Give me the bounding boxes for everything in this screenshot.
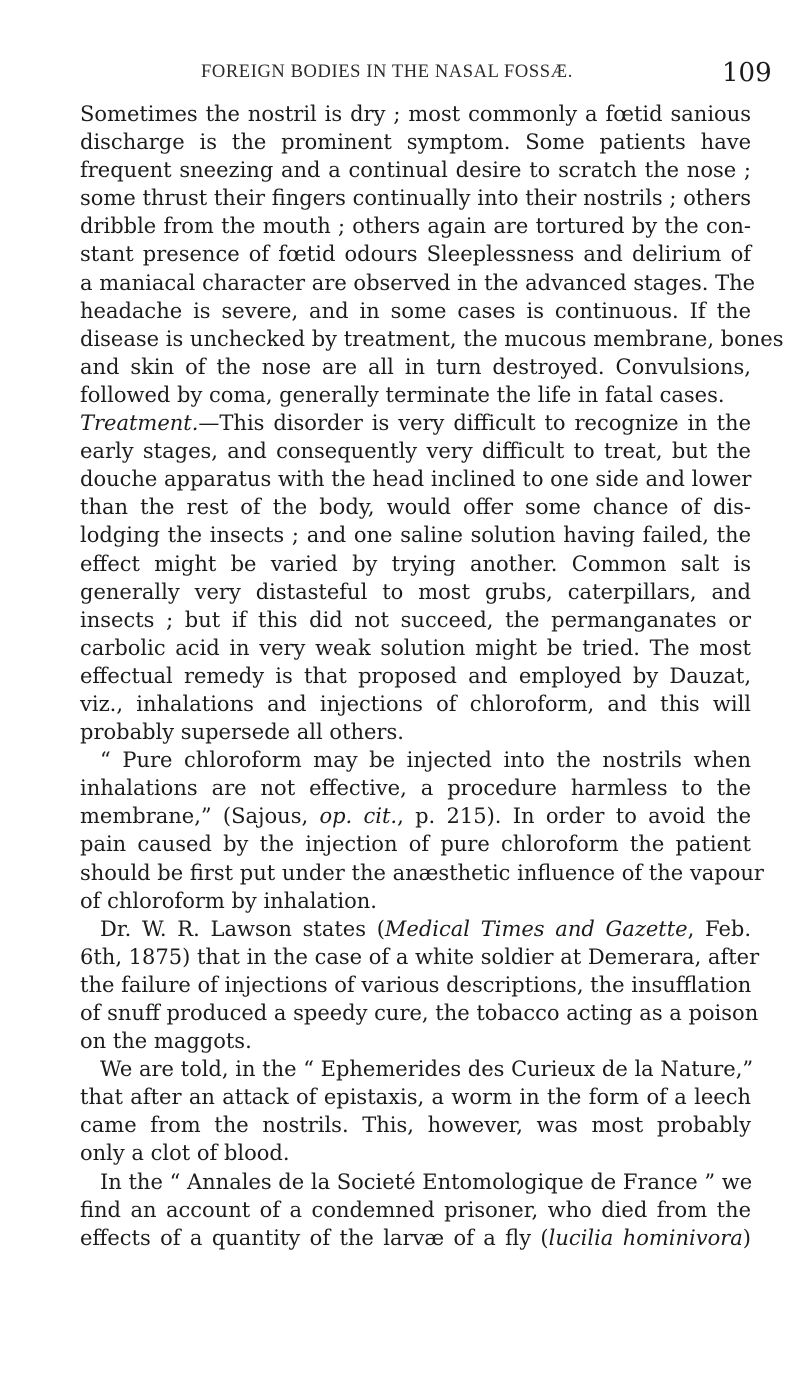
text-line (0, 1027, 800, 1055)
text-line (0, 156, 800, 184)
text-line (0, 718, 800, 746)
text-line-content: frequent sneezing and a continual desire to scratch the nose ; (80, 158, 751, 183)
text-line-content: “ Pure chloroform may be injected into the nostrils when (100, 748, 751, 773)
text-line-content: only a clot of blood. (80, 1141, 290, 1166)
text-line (0, 830, 800, 858)
text-line (0, 1168, 800, 1196)
text-line-content: insects ; but if this did not succeed, the permanganates or (80, 607, 751, 632)
text-line-content: membrane,” (Sajous, op. cit., p. 215). In order to avoid the (80, 804, 752, 829)
running-head (0, 58, 800, 88)
text-line (0, 802, 800, 830)
text-line (0, 353, 800, 381)
text-line-content: douche apparatus with the head inclined to one side and lower (80, 467, 752, 492)
text-line-content: pain caused by the injection of pure chloroform the patient (80, 832, 751, 857)
body-text (0, 100, 800, 1252)
text-line-content: Treatment.—This disorder is very difficult to recognize in the (80, 411, 751, 436)
text-line (0, 550, 800, 578)
text-line-content: disease is unchecked by treatment, the mucous membrane, bones (80, 326, 784, 351)
text-line-content: carbolic acid in very weak solution might be tried. The most (80, 635, 751, 660)
text-line-content: came from the nostrils. This, however, was most probably (80, 1113, 751, 1138)
text-line (0, 774, 800, 802)
text-line-content: effects of a quantity of the larvæ of a fly (lucilia hominivora) (80, 1225, 751, 1250)
text-line (0, 100, 800, 128)
text-line-content: probably supersede all others. (80, 720, 404, 745)
text-line (0, 999, 800, 1027)
text-line (0, 606, 800, 634)
text-line (0, 634, 800, 662)
text-line (0, 409, 800, 437)
text-line-content: on the maggots. (80, 1029, 252, 1054)
text-line (0, 128, 800, 156)
text-line-content: followed by coma, generally terminate the life in fatal cases. (80, 382, 725, 407)
text-line-content: We are told, in the “ Ephemerides des Curieux de la Nature,” (100, 1057, 754, 1082)
text-line (0, 887, 800, 915)
text-line (0, 971, 800, 999)
text-line (0, 943, 800, 971)
text-line (0, 297, 800, 325)
text-line-content: early stages, and consequently very difficult to treat, but the (80, 439, 751, 464)
text-line (0, 662, 800, 690)
text-line (0, 325, 800, 353)
text-line-content: Sometimes the nostril is dry ; most commonly a fœtid sanious (80, 102, 751, 126)
text-line-content: discharge is the prominent symptom. Some patients have (80, 130, 751, 155)
page-number: 109 (722, 58, 772, 88)
text-line (0, 1224, 800, 1252)
text-line-content: Dr. W. R. Lawson states (Medical Times and Gazette, Feb. (100, 916, 751, 941)
text-line (0, 690, 800, 718)
text-line-content: viz., inhalations and injections of chloroform, and this will (80, 691, 751, 716)
text-line-content: effect might be varied by trying another. Common salt is (80, 551, 751, 576)
text-line-content: headache is severe, and in some cases is continuous. If the (80, 298, 751, 323)
text-line-content: of snuff produced a speedy cure, the tobacco acting as a poison (80, 1001, 759, 1025)
text-line-content: that after an attack of epistaxis, a worm in the form of a leech (80, 1085, 751, 1110)
text-line (0, 1055, 800, 1083)
text-line (0, 1196, 800, 1224)
text-line (0, 437, 800, 465)
text-line-content: effectual remedy is that proposed and employed by Dauzat, (80, 663, 751, 688)
text-line (0, 381, 800, 409)
text-line (0, 859, 800, 887)
text-line-content: stant presence of fœtid odours Sleeplessness and delirium of (80, 242, 751, 267)
text-line (0, 521, 800, 549)
text-line (0, 493, 800, 521)
text-line-content: a maniacal character are observed in the advanced stages. The (80, 270, 756, 295)
text-line (0, 269, 800, 297)
text-line (0, 212, 800, 240)
text-line-content: should be first put under the anæsthetic influence of the vapour (80, 860, 764, 885)
text-line-content: and skin of the nose are all in turn destroyed. Convulsions, (80, 354, 751, 379)
text-line (0, 1111, 800, 1139)
text-line (0, 1139, 800, 1167)
text-line (0, 746, 800, 774)
text-line-content: In the “ Annales de la Societé Entomologique de France ” we (100, 1169, 753, 1194)
text-line-content: of chloroform by inhalation. (80, 888, 377, 913)
text-line-content: the failure of injections of various descriptions, the insufflation (80, 972, 752, 997)
running-title: FOREIGN BODIES IN THE NASAL FOSSÆ. (201, 62, 573, 82)
text-line (0, 1083, 800, 1111)
text-line (0, 915, 800, 943)
text-line (0, 240, 800, 268)
text-line-content: dribble from the mouth ; others again are tortured by the con- (80, 214, 751, 239)
text-line-content: lodging the insects ; and one saline solution having failed, the (80, 523, 751, 548)
text-line-content: generally very distasteful to most grubs, caterpillars, and (80, 579, 751, 604)
text-line (0, 184, 800, 212)
text-line-content: some thrust their fingers continually into their nostrils ; others (80, 186, 751, 211)
text-line-content: 6th, 1875) that in the case of a white soldier at Demerara, after (80, 944, 760, 969)
text-line-content: find an account of a condemned prisoner, who died from the (80, 1197, 751, 1222)
text-line-content: than the rest of the body, would offer some chance of dis- (80, 495, 751, 520)
text-line-content: inhalations are not effective, a procedure harmless to the (80, 776, 751, 801)
text-line (0, 578, 800, 606)
text-line (0, 465, 800, 493)
